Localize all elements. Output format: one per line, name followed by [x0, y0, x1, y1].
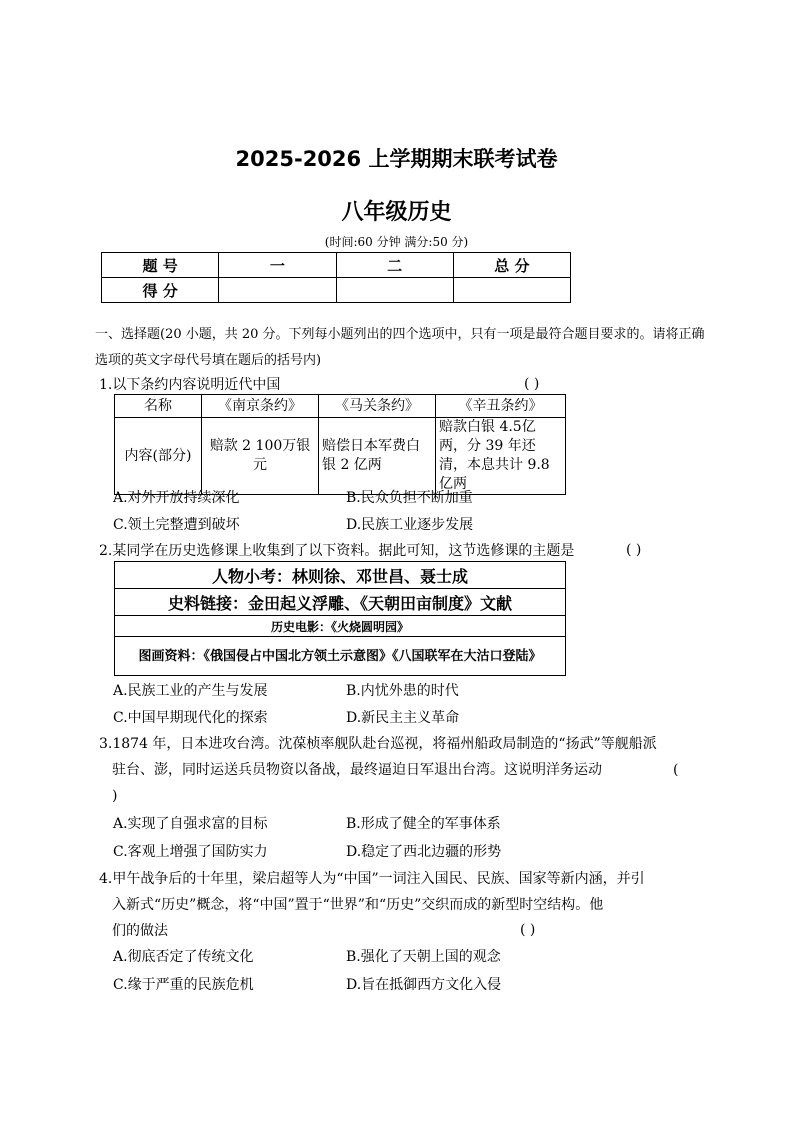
option-d[interactable]: D.旨在抵御西方文化入侵 — [346, 977, 502, 993]
score-row-label: 得 分 — [102, 278, 219, 303]
score-blank-cell[interactable] — [336, 278, 453, 303]
question-1-text: 1.以下条约内容说明近代中国 — [99, 377, 281, 393]
option-d[interactable]: D.民族工业逐步发展 — [346, 517, 474, 533]
option-c[interactable]: C.中国早期现代化的探索 — [113, 710, 268, 726]
treaty-header-cell: 《马关条约》 — [319, 395, 436, 418]
treaty-table — [114, 394, 566, 495]
option-a[interactable]: A.彻底否定了传统文化 — [113, 949, 254, 965]
question-4-text-line3: 们的做法 — [112, 923, 168, 939]
option-a[interactable]: A.实现了自强求富的目标 — [113, 816, 268, 832]
option-d[interactable]: D.新民主主义革命 — [346, 710, 460, 726]
option-b[interactable]: B.强化了天朝上国的观念 — [346, 949, 501, 965]
option-d[interactable]: D.稳定了西北边疆的形势 — [346, 844, 502, 860]
score-header-cell: 二 — [336, 253, 453, 278]
exam-title: 2025-2026 上学期期末联考试卷 — [235, 147, 558, 171]
score-header-cell: 总 分 — [453, 253, 570, 278]
question-2-text: 2.某同学在历史选修课上收集到了以下资料。据此可知，这节选修课的主题是 — [99, 543, 575, 559]
treaty-header-cell: 名称 — [115, 395, 202, 418]
question-3-text-line2: 驻台、澎，同时运送兵员物资以备战，最终逼迫日军退出台湾。这说明洋务运动 — [112, 762, 602, 778]
score-blank-cell[interactable] — [219, 278, 336, 303]
score-header-cell: 一 — [219, 253, 336, 278]
option-b[interactable]: B.形成了健全的军事体系 — [346, 816, 501, 832]
treaty-header-cell: 《南京条约》 — [202, 395, 319, 418]
material-row: 人物小考：林则徐、邓世昌、聂士成 — [115, 562, 566, 589]
treaty-content-cell: 赔款 2 100万银元 — [202, 418, 319, 495]
option-a[interactable]: A.对外开放持续深化 — [113, 490, 240, 506]
answer-paren-1[interactable]: ( ) — [524, 376, 540, 392]
material-row: 历史电影：《火烧圆明园》 — [115, 616, 566, 637]
option-b[interactable]: B.内忧外患的时代 — [346, 683, 459, 699]
material-row: 图画资料：《俄国侵占中国北方领土示意图》《八国联军在大沽口登陆》 — [115, 637, 566, 676]
answer-paren-4[interactable]: ( ) — [520, 922, 536, 938]
score-table — [101, 252, 571, 303]
answer-paren-2[interactable]: ( ) — [626, 542, 642, 558]
option-c[interactable]: C.领土完整遭到破坏 — [113, 517, 240, 533]
treaty-header-cell: 《辛丑条约》 — [436, 395, 566, 418]
option-b[interactable]: B.民众负担不断加重 — [346, 490, 473, 506]
answer-paren-3-close[interactable]: ) — [112, 788, 118, 804]
answer-paren-3-open[interactable]: ( — [673, 762, 679, 778]
material-table — [114, 561, 566, 676]
option-c[interactable]: C.客观上增强了国防实力 — [113, 844, 268, 860]
treaty-content-cell: 赔偿日本军费白银 2 亿两 — [319, 418, 436, 495]
score-header-cell: 题 号 — [102, 253, 219, 278]
option-a[interactable]: A.民族工业的产生与发展 — [113, 683, 268, 699]
option-c[interactable]: C.缘于严重的民族危机 — [113, 977, 254, 993]
question-3-text-line1: 3.1874 年，日本进攻台湾。沈葆桢率舰队赴台巡视，将福州船政局制造的“扬武”等舰船派 — [99, 736, 657, 752]
question-4-text-line1: 4.甲午战争后的十年里，梁启超等人为“中国”一词注入国民、民族、国家等新内涵，并引 — [99, 871, 645, 887]
section-heading: 一、选择题(20 小题，共 20 分。下列每小题列出的四个选项中，只有一项是最符合题目要求的。请将正确选项的英文字母代号填在题后的括号内) — [95, 327, 705, 368]
treaty-content-cell: 赔款白银 4.5亿两，分 39 年还清，本息共计 9.8亿两 — [436, 418, 566, 495]
exam-subtitle: 八年级历史 — [341, 200, 452, 225]
question-4-text-line2: 入新式“历史”概念，将“中国”置于“世界”和“历史”交织而成的新型时空结构。他 — [112, 897, 604, 913]
treaty-row-label: 内容(部分) — [115, 418, 202, 495]
time-info: (时间:60 分钟 满分:50 分) — [324, 235, 469, 249]
material-row: 史料链接：金田起义浮雕、《天朝田亩制度》文献 — [115, 589, 566, 616]
score-blank-cell[interactable] — [453, 278, 570, 303]
